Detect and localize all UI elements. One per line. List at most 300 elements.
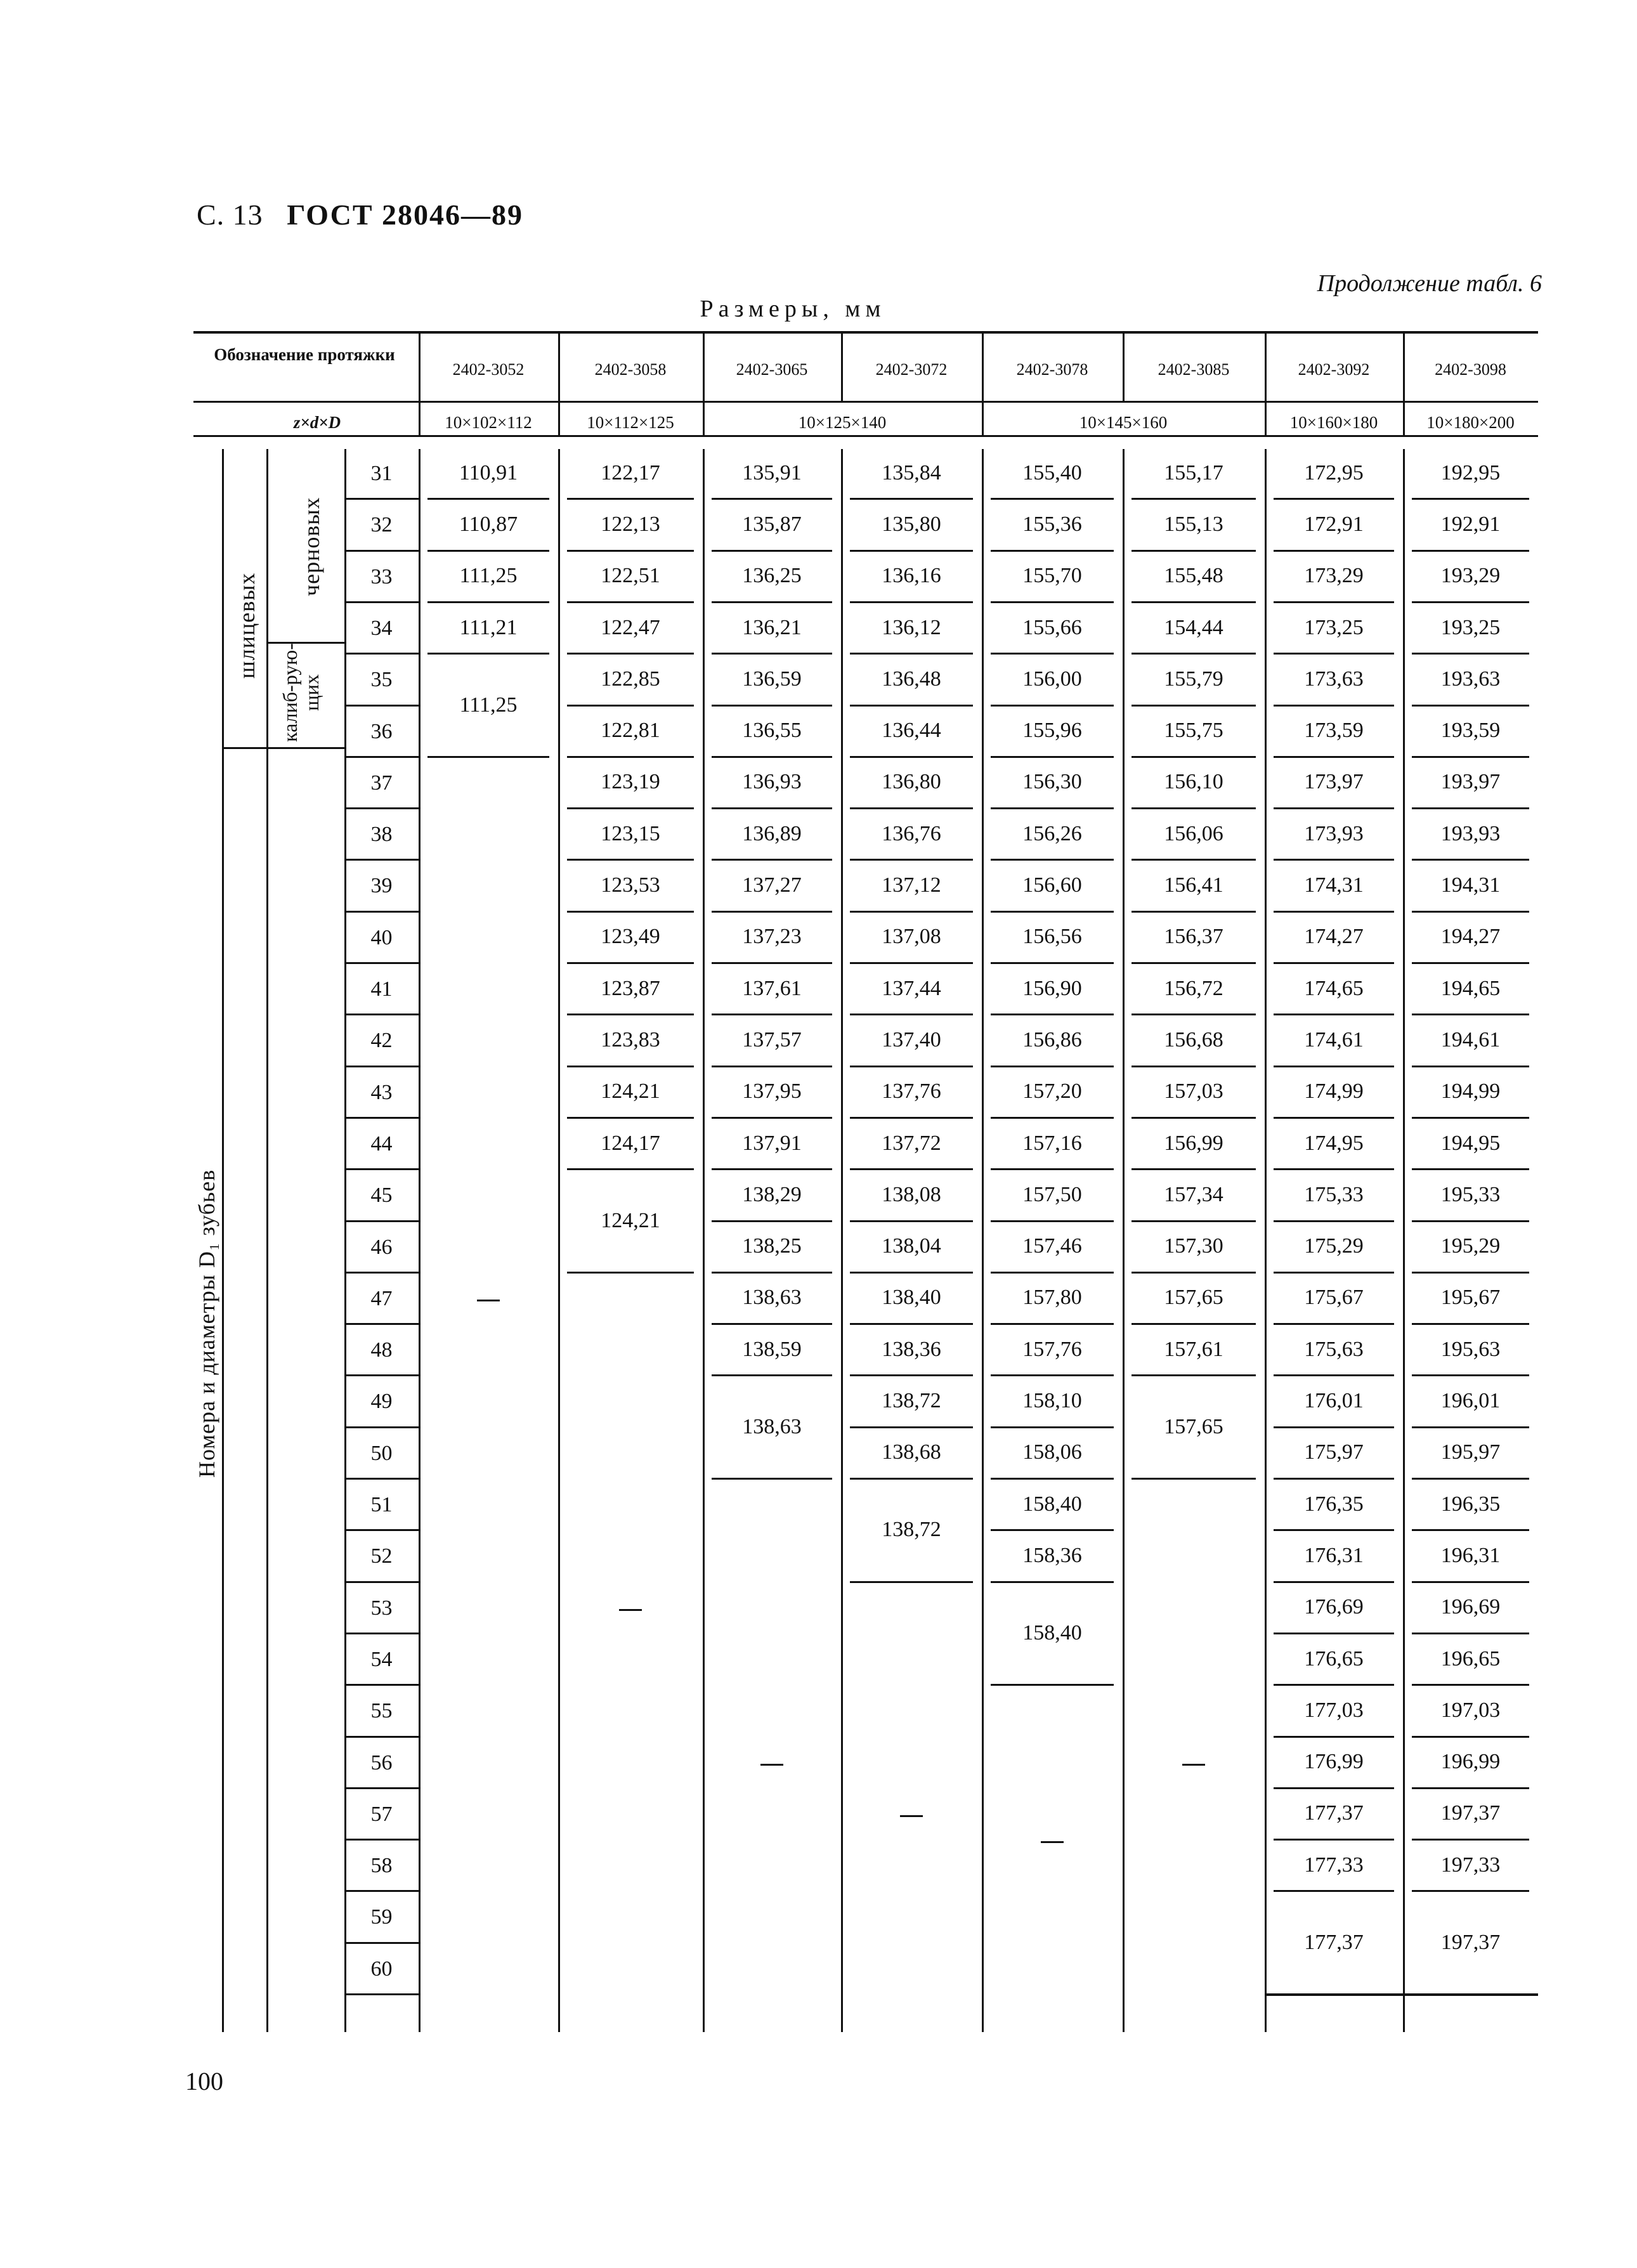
number-row-rule	[344, 1374, 419, 1376]
tooth-number-34: 34	[370, 616, 393, 640]
cell-col7-0: 172,95	[1304, 460, 1364, 485]
cell-underline	[991, 1220, 1114, 1222]
tooth-number-42: 42	[370, 1029, 393, 1053]
cell-underline	[1412, 1633, 1529, 1634]
cell-col2-3: 122,47	[601, 615, 660, 639]
cell-underline	[850, 1220, 973, 1222]
cell-col7-27: 177,33	[1304, 1853, 1364, 1877]
tooth-number-51: 51	[370, 1493, 393, 1516]
cell-underline	[567, 498, 694, 500]
continuation-note: Продолжение табл. 6	[1317, 270, 1542, 297]
cell-underline	[712, 498, 832, 500]
cell-underline	[1132, 1013, 1256, 1015]
cell-col3-3: 136,21	[742, 615, 802, 639]
cell-underline	[850, 653, 973, 655]
cell-underline	[850, 550, 973, 552]
col-rule	[1265, 449, 1267, 2032]
tooth-number-60: 60	[370, 1957, 393, 1981]
cell-underline	[567, 859, 694, 861]
row-label-splined: шлицевых	[234, 572, 259, 679]
cell-underline	[1274, 1013, 1394, 1015]
cell-underline	[1412, 1787, 1529, 1789]
cell-underline	[427, 756, 549, 758]
tooth-number-52: 52	[370, 1544, 393, 1568]
cell-col3-2: 136,25	[742, 564, 802, 588]
cell-col3-7: 136,89	[742, 821, 802, 845]
empty-dash-col6	[1182, 1764, 1205, 1766]
cell-col6-13: 156,99	[1164, 1131, 1223, 1155]
cell-underline	[1412, 705, 1529, 707]
cell-col5-12: 157,20	[1022, 1079, 1082, 1104]
dimension-2: 10×125×140	[798, 413, 887, 432]
cell-underline	[1132, 1220, 1256, 1222]
page-number: 100	[185, 2067, 223, 2095]
cell-underline	[1274, 1581, 1394, 1583]
cell-underline	[712, 601, 832, 603]
tooth-number-48: 48	[370, 1338, 393, 1362]
cell-underline	[1274, 1529, 1394, 1531]
cell-col8-2: 193,29	[1440, 564, 1501, 588]
cell-col1-3: 111,21	[459, 615, 518, 639]
cell-underline	[1412, 911, 1529, 913]
cell-underline	[567, 1066, 694, 1067]
cell-underline	[850, 601, 973, 603]
cell-col2-9: 123,49	[601, 925, 660, 949]
tooth-number-56: 56	[370, 1750, 393, 1775]
cell-underline	[991, 1581, 1114, 1583]
standard-title: ГОСТ 28046—89	[287, 199, 524, 231]
tool-code-2402-3098: 2402-3098	[1435, 360, 1506, 379]
cell-underline	[850, 1478, 973, 1480]
number-row-rule	[344, 1993, 419, 1995]
cell-underline	[712, 859, 832, 861]
cell-underline	[991, 705, 1114, 707]
cell-col4-5: 136,44	[882, 719, 941, 743]
cell-underline	[991, 601, 1114, 603]
tool-code-2402-3092: 2402-3092	[1298, 360, 1370, 379]
cell-col2-14: 124,21	[601, 1208, 660, 1232]
cell-col2-5: 122,81	[601, 719, 660, 743]
cell-col3-13: 137,91	[742, 1131, 802, 1155]
cell-underline	[850, 1426, 973, 1428]
cell-col2-2: 122,51	[601, 564, 660, 588]
cell-col8-11: 194,61	[1440, 1027, 1501, 1052]
cell-col8-24: 197,03	[1440, 1698, 1501, 1722]
cell-underline	[1412, 962, 1529, 964]
cell-underline	[1412, 1736, 1529, 1738]
cell-col8-21: 196,31	[1440, 1543, 1501, 1567]
cell-underline	[991, 1684, 1114, 1686]
tooth-number-43: 43	[370, 1080, 393, 1104]
cell-col7-5: 173,59	[1304, 719, 1364, 743]
cell-col4-12: 137,76	[882, 1079, 941, 1104]
col8-end-rule	[1403, 1993, 1538, 1996]
cell-underline	[1132, 1478, 1256, 1480]
cell-col4-6: 136,80	[882, 770, 941, 794]
cell-underline	[1412, 550, 1529, 552]
empty-dash-col3	[760, 1764, 783, 1766]
col-rule	[982, 449, 984, 2032]
cell-col4-3: 136,12	[882, 615, 941, 639]
zdD-label: z×d×D	[293, 413, 341, 432]
cell-underline	[1274, 1684, 1394, 1686]
tooth-number-38: 38	[370, 823, 393, 847]
cell-underline	[1132, 601, 1256, 603]
cell-underline	[1274, 1323, 1394, 1325]
cell-underline	[1412, 1168, 1529, 1170]
tooth-number-47: 47	[370, 1286, 393, 1310]
cell-underline	[1132, 807, 1256, 809]
cell-underline	[991, 1478, 1114, 1480]
number-row-rule	[344, 1633, 419, 1634]
cell-col5-11: 156,86	[1022, 1027, 1082, 1052]
cell-col3-8: 137,27	[742, 873, 802, 897]
number-row-rule	[344, 1478, 419, 1480]
cell-col5-2: 155,70	[1022, 564, 1082, 588]
cell-col8-3: 193,25	[1440, 615, 1501, 639]
cell-underline	[991, 1323, 1114, 1325]
number-row-rule	[344, 1426, 419, 1428]
cell-underline	[1274, 1478, 1394, 1480]
cell-col8-1: 192,91	[1440, 512, 1501, 536]
number-row-rule	[344, 1220, 419, 1222]
cell-underline	[712, 1374, 832, 1376]
cell-underline	[850, 705, 973, 707]
cell-underline	[850, 1581, 973, 1583]
cell-col5-17: 157,76	[1022, 1337, 1082, 1361]
row-label-rough: черновых	[299, 497, 324, 596]
cell-col8-13: 194,95	[1440, 1131, 1501, 1155]
cell-underline	[1132, 911, 1256, 913]
number-row-rule	[344, 1117, 419, 1119]
cell-underline	[1132, 1374, 1256, 1376]
cell-col1-1: 110,87	[459, 512, 518, 536]
cell-col8-8: 194,31	[1440, 873, 1501, 897]
cell-underline	[991, 1374, 1114, 1376]
cell-col5-4: 156,00	[1022, 667, 1082, 691]
cell-underline	[850, 498, 973, 500]
cell-underline	[991, 756, 1114, 758]
tooth-number-55: 55	[370, 1699, 393, 1723]
cell-col6-18: 157,65	[1164, 1414, 1223, 1438]
cell-underline	[712, 1272, 832, 1274]
number-row-rule	[344, 1272, 419, 1274]
table-top-rule	[193, 331, 1538, 334]
cell-underline	[991, 1168, 1114, 1170]
row-label-calib: калиб-рую-щих	[278, 643, 323, 742]
tooth-number-33: 33	[370, 564, 393, 589]
cell-underline	[1274, 653, 1394, 655]
tooth-number-41: 41	[370, 977, 393, 1001]
col-rule	[1403, 449, 1405, 2032]
cell-col4-13: 137,72	[882, 1131, 941, 1155]
cell-col8-5: 193,59	[1440, 719, 1501, 743]
cell-underline	[1274, 705, 1394, 707]
cell-underline	[1412, 1066, 1529, 1067]
dimension-5: 10×180×200	[1426, 413, 1515, 432]
dimension-4: 10×160×180	[1289, 413, 1378, 432]
cell-col8-22: 196,69	[1440, 1595, 1501, 1619]
cell-col8-9: 194,27	[1440, 925, 1501, 949]
tooth-number-49: 49	[370, 1390, 393, 1414]
cell-col7-24: 177,03	[1304, 1698, 1364, 1722]
cell-underline	[1274, 962, 1394, 964]
cell-underline	[1412, 1426, 1529, 1428]
cell-underline	[1132, 1117, 1256, 1119]
number-row-rule	[344, 498, 419, 500]
tooth-number-46: 46	[370, 1235, 393, 1259]
empty-dash-col2	[619, 1609, 642, 1611]
cell-col7-13: 174,95	[1304, 1131, 1364, 1155]
tooth-number-37: 37	[370, 771, 393, 795]
cell-underline	[1274, 1117, 1394, 1119]
cell-col5-9: 156,56	[1022, 925, 1082, 949]
tooth-number-39: 39	[370, 874, 393, 898]
cell-col6-12: 157,03	[1164, 1079, 1223, 1104]
cell-col7-9: 174,27	[1304, 925, 1364, 949]
cell-col3-6: 136,93	[742, 770, 802, 794]
cell-col8-12: 194,99	[1440, 1079, 1501, 1104]
cell-col6-6: 156,10	[1164, 770, 1223, 794]
cell-col8-0: 192,95	[1440, 460, 1501, 485]
cell-col5-3: 155,66	[1022, 615, 1082, 639]
cell-col5-18: 158,10	[1022, 1389, 1082, 1413]
cell-col7-20: 176,35	[1304, 1492, 1364, 1516]
cell-underline	[1274, 1839, 1394, 1841]
empty-dash-col5	[1041, 1841, 1064, 1843]
cell-col7-17: 175,63	[1304, 1337, 1364, 1361]
cell-underline	[1132, 962, 1256, 964]
cell-col5-19: 158,06	[1022, 1440, 1082, 1464]
cell-underline	[1412, 1117, 1529, 1119]
tooth-number-45: 45	[370, 1183, 393, 1208]
cell-col7-25: 176,99	[1304, 1750, 1364, 1774]
cell-underline	[991, 911, 1114, 913]
cell-col2-8: 123,53	[601, 873, 660, 897]
head-label-protyazhka: Обозначение протяжки	[214, 345, 395, 364]
cell-underline	[1132, 756, 1256, 758]
cell-col7-2: 173,29	[1304, 564, 1364, 588]
cell-underline	[1132, 859, 1256, 861]
cell-col4-11: 137,40	[882, 1027, 941, 1052]
cell-underline	[850, 1013, 973, 1015]
cell-underline	[991, 859, 1114, 861]
tooth-number-44: 44	[370, 1131, 393, 1156]
cell-col4-4: 136,48	[882, 667, 941, 691]
cell-underline	[712, 1168, 832, 1170]
cell-underline	[567, 911, 694, 913]
cell-underline	[1274, 498, 1394, 500]
number-row-rule	[344, 1529, 419, 1531]
cell-col4-18: 138,72	[882, 1389, 941, 1413]
cell-col1-2: 111,25	[459, 564, 518, 588]
cell-col6-4: 155,79	[1164, 667, 1223, 691]
cell-col4-7: 136,76	[882, 821, 941, 845]
cell-col7-23: 176,65	[1304, 1646, 1364, 1671]
number-col-right-rule	[419, 449, 421, 2032]
cell-col7-10: 174,65	[1304, 976, 1364, 1000]
cell-underline	[567, 756, 694, 758]
cell-col8-26: 197,37	[1440, 1801, 1501, 1825]
cell-col4-17: 138,36	[882, 1337, 941, 1361]
cell-underline	[567, 1168, 694, 1170]
cell-col4-14: 138,08	[882, 1182, 941, 1206]
cell-underline	[1274, 1272, 1394, 1274]
cell-underline	[1412, 1839, 1529, 1841]
cell-col4-9: 137,08	[882, 925, 941, 949]
empty-dash-col4	[900, 1815, 923, 1817]
cell-col8-7: 193,93	[1440, 821, 1501, 845]
cell-col7-28: 177,37	[1304, 1930, 1364, 1954]
cell-underline	[1274, 756, 1394, 758]
cell-underline	[1132, 1168, 1256, 1170]
cell-col6-3: 154,44	[1164, 615, 1223, 639]
cell-col5-8: 156,60	[1022, 873, 1082, 897]
cell-underline	[991, 962, 1114, 964]
cell-underline	[567, 962, 694, 964]
cell-col5-14: 157,50	[1022, 1182, 1082, 1206]
cell-underline	[1412, 1529, 1529, 1531]
number-row-rule	[344, 1787, 419, 1789]
cell-col5-13: 157,16	[1022, 1131, 1082, 1155]
cell-col3-9: 137,23	[742, 925, 802, 949]
cell-underline	[1412, 601, 1529, 603]
cell-underline	[1412, 859, 1529, 861]
cell-underline	[991, 550, 1114, 552]
cell-underline	[1274, 859, 1394, 861]
cell-underline	[991, 1013, 1114, 1015]
cell-underline	[712, 705, 832, 707]
number-row-rule	[344, 1839, 419, 1841]
cell-underline	[850, 1168, 973, 1170]
cell-underline	[991, 1529, 1114, 1531]
cell-underline	[567, 1013, 694, 1015]
number-row-rule	[344, 550, 419, 552]
page-label: С. 13	[197, 199, 263, 231]
cell-col2-13: 124,17	[601, 1131, 660, 1155]
number-row-rule	[344, 1736, 419, 1738]
number-row-rule	[344, 1066, 419, 1067]
number-row-rule	[344, 1168, 419, 1170]
tooth-number-32: 32	[370, 513, 393, 537]
cell-underline	[1412, 1272, 1529, 1274]
number-row-rule	[344, 962, 419, 964]
cell-underline	[991, 1117, 1114, 1119]
number-row-rule	[344, 601, 419, 603]
cell-col7-4: 173,63	[1304, 667, 1364, 691]
tooth-number-54: 54	[370, 1647, 393, 1671]
cell-underline	[712, 653, 832, 655]
cell-underline	[712, 807, 832, 809]
cell-col8-4: 193,63	[1440, 667, 1501, 691]
cell-col4-2: 136,16	[882, 564, 941, 588]
number-row-rule	[344, 1890, 419, 1892]
cell-col1-0: 110,91	[459, 460, 518, 485]
number-row-rule	[344, 807, 419, 809]
cell-underline	[1274, 550, 1394, 552]
cell-underline	[427, 550, 549, 552]
dimension-3: 10×145×160	[1079, 413, 1168, 432]
cell-col3-4: 136,59	[742, 667, 802, 691]
tool-code-2402-3065: 2402-3065	[736, 360, 808, 379]
cell-col2-12: 124,21	[601, 1079, 660, 1104]
cell-col7-18: 176,01	[1304, 1389, 1364, 1413]
header-bottom-rule	[193, 435, 1538, 437]
cell-underline	[1412, 653, 1529, 655]
cell-underline	[850, 859, 973, 861]
cell-col5-1: 155,36	[1022, 512, 1082, 536]
cell-underline	[991, 653, 1114, 655]
tooth-number-36: 36	[370, 719, 393, 743]
splined-col-rule	[266, 449, 268, 2032]
cell-underline	[712, 1220, 832, 1222]
cell-underline	[567, 550, 694, 552]
cell-col7-8: 174,31	[1304, 873, 1364, 897]
cell-underline	[712, 911, 832, 913]
tooth-number-53: 53	[370, 1596, 393, 1620]
tool-code-2402-3052: 2402-3052	[452, 360, 525, 379]
cell-col7-3: 173,25	[1304, 615, 1364, 639]
cell-col8-18: 196,01	[1440, 1389, 1501, 1413]
cell-col5-6: 156,30	[1022, 770, 1082, 794]
cell-col6-5: 155,75	[1164, 719, 1223, 743]
cell-col6-15: 157,30	[1164, 1234, 1223, 1258]
cell-col2-6: 123,19	[601, 770, 660, 794]
cell-underline	[1132, 705, 1256, 707]
cell-underline	[1274, 1374, 1394, 1376]
cell-col3-10: 137,61	[742, 976, 802, 1000]
cell-underline	[567, 1272, 694, 1274]
cell-col6-8: 156,41	[1164, 873, 1223, 897]
cell-col4-0: 135,84	[882, 460, 941, 485]
cell-col7-21: 176,31	[1304, 1543, 1364, 1567]
number-row-rule	[344, 859, 419, 861]
cell-col3-1: 135,87	[742, 512, 802, 536]
number-row-rule	[344, 653, 419, 655]
cell-col5-10: 156,90	[1022, 976, 1082, 1000]
cell-underline	[850, 911, 973, 913]
cell-col4-15: 138,04	[882, 1234, 941, 1258]
tool-code-2402-3085: 2402-3085	[1158, 360, 1230, 379]
cell-col7-12: 174,99	[1304, 1079, 1364, 1104]
col-rule	[1123, 449, 1125, 2032]
cell-col3-18: 138,63	[742, 1414, 802, 1438]
cell-underline	[991, 807, 1114, 809]
cell-underline	[712, 1323, 832, 1325]
cell-underline	[1274, 1168, 1394, 1170]
cell-col4-16: 138,40	[882, 1286, 941, 1310]
cell-underline	[712, 756, 832, 758]
left-frame-rule	[222, 449, 224, 2032]
cell-underline	[712, 1478, 832, 1480]
cell-underline	[712, 1117, 832, 1119]
cell-col8-6: 193,97	[1440, 770, 1501, 794]
cell-col6-9: 156,37	[1164, 925, 1223, 949]
cell-col5-22: 158,40	[1022, 1620, 1082, 1645]
cell-col8-16: 195,67	[1440, 1286, 1501, 1310]
cell-underline	[1274, 807, 1394, 809]
number-row-rule	[344, 1684, 419, 1686]
cell-underline	[850, 756, 973, 758]
number-row-rule	[344, 1323, 419, 1325]
cell-underline	[1412, 1478, 1529, 1480]
units-caption: Размеры, мм	[700, 296, 886, 322]
cell-col2-1: 122,13	[601, 512, 660, 536]
cell-col5-15: 157,46	[1022, 1234, 1082, 1258]
cell-col2-0: 122,17	[601, 460, 660, 485]
cell-col8-23: 196,65	[1440, 1646, 1501, 1671]
cell-underline	[1412, 1323, 1529, 1325]
